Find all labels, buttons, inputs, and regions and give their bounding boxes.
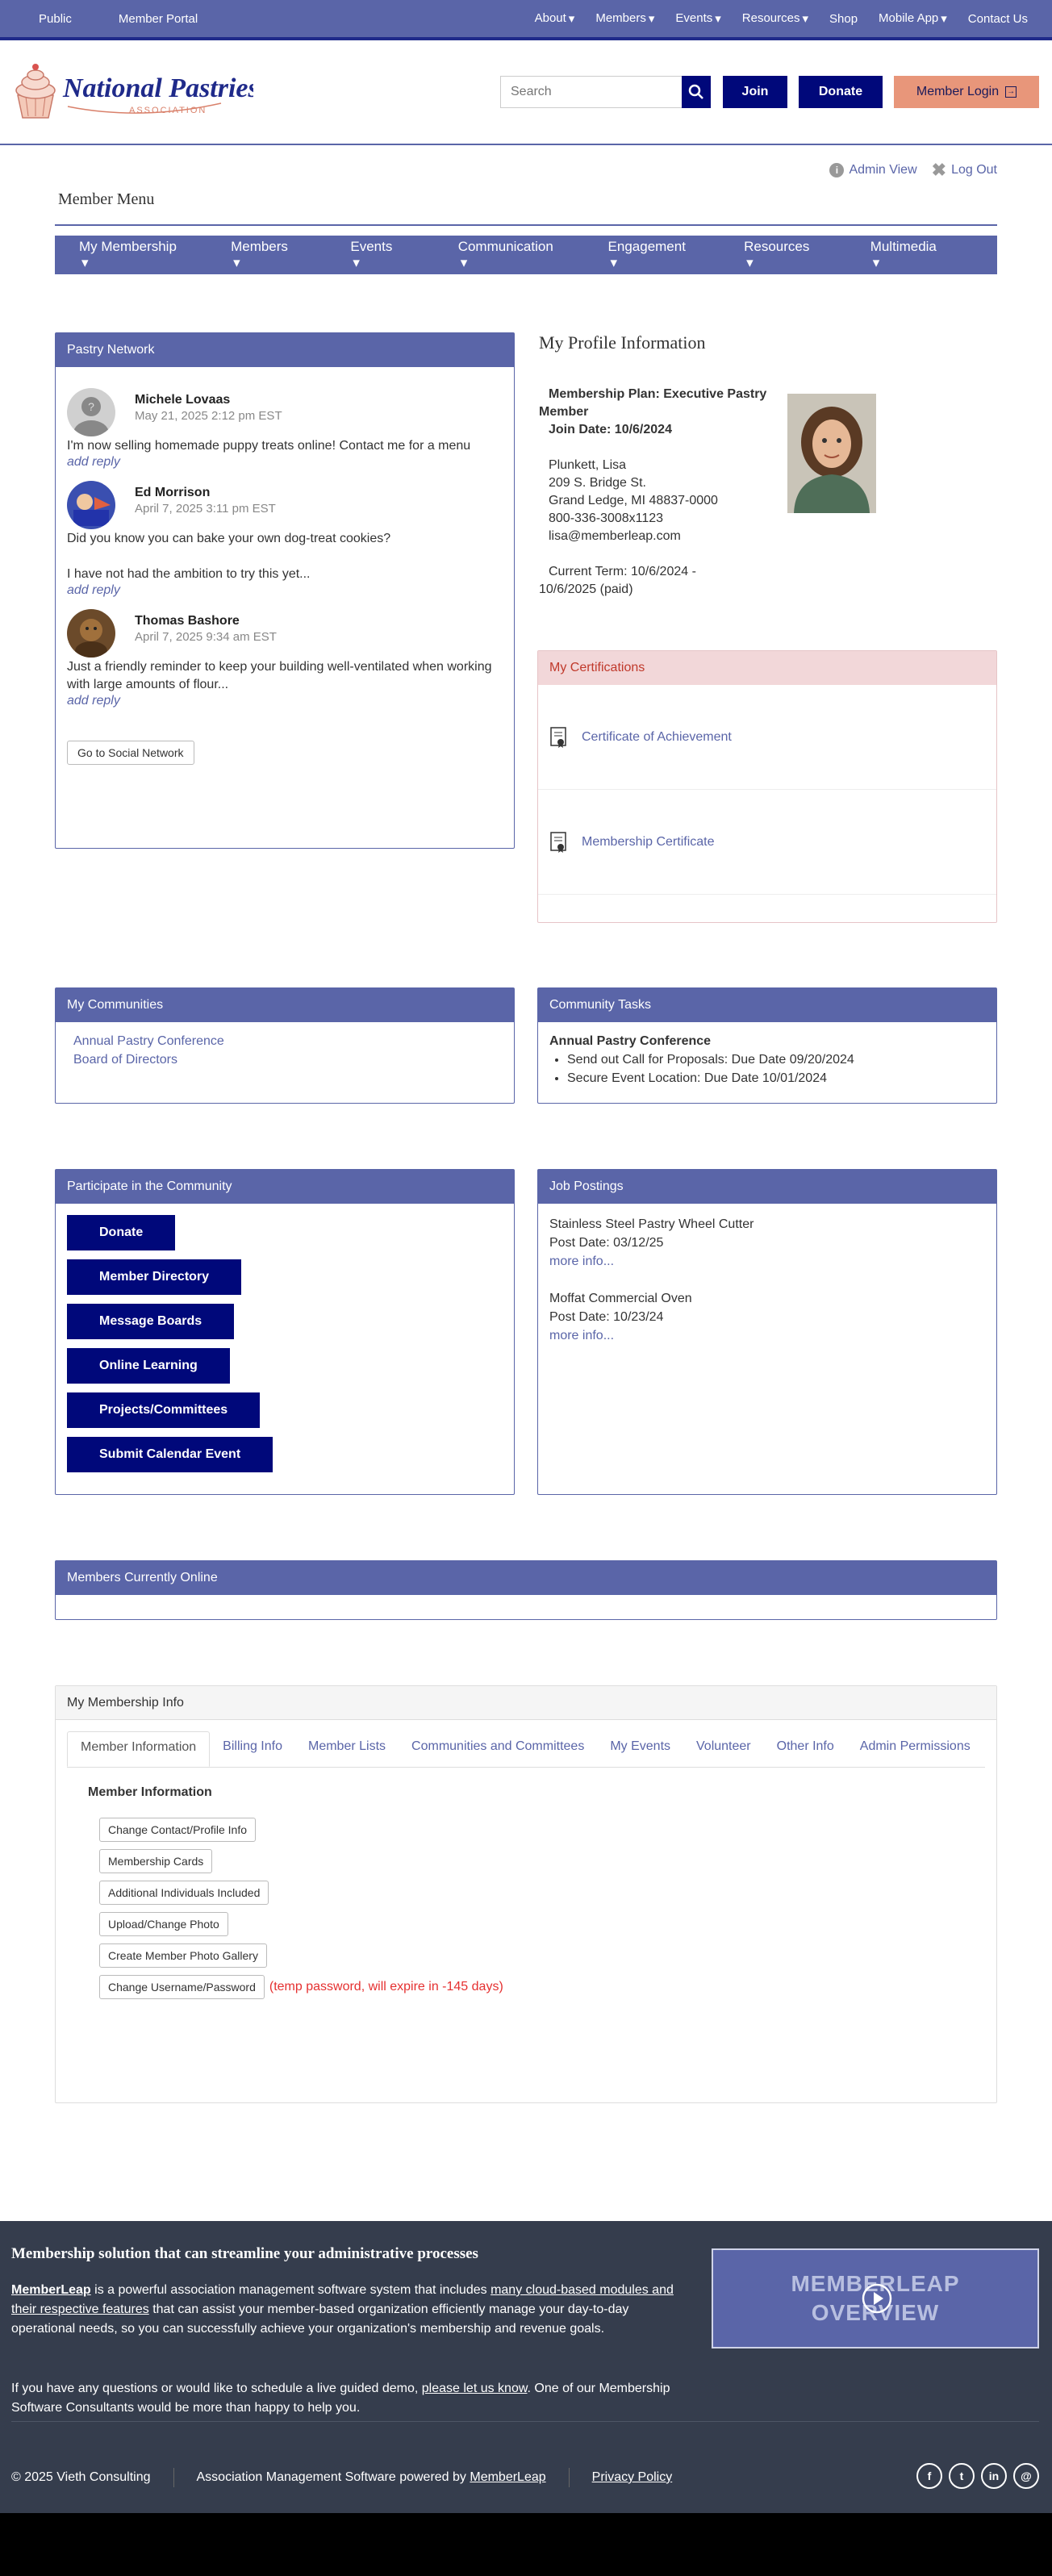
footer-text: is a powerful association management software system that includes	[90, 2283, 491, 2297]
member-menu-communication[interactable]	[458, 239, 582, 272]
community-link[interactable]: Annual Pastry Conference	[73, 1034, 224, 1048]
email-icon[interactable]: @	[1013, 2463, 1039, 2489]
post-author[interactable]: Thomas Bashore	[135, 614, 240, 628]
footer-paragraph-2	[11, 2379, 689, 2418]
top-nav-label: Members	[595, 10, 646, 25]
change-password-button[interactable]: Change Username/Password	[99, 1975, 265, 1999]
chevron-down-icon: ▾	[81, 255, 89, 271]
facebook-icon[interactable]: f	[916, 2463, 942, 2489]
play-icon	[861, 2282, 893, 2315]
tab-member-information[interactable]: Member Information	[67, 1731, 210, 1767]
top-nav-shop[interactable]: Shop	[829, 11, 858, 26]
membership-plan: Membership Plan: Executive Pastry Member	[539, 387, 767, 419]
job-date: Post Date: 10/23/24	[549, 1310, 664, 1324]
profile-name: Plunkett, Lisa	[549, 458, 627, 472]
info-icon: i	[829, 163, 844, 177]
post-text-continued: I have not had the ambition to try this yet...	[67, 567, 311, 581]
post-date: April 7, 2025 9:34 am EST	[135, 630, 277, 644]
profile-info	[539, 386, 781, 599]
tab-communities-committees[interactable]: Communities and Committees	[411, 1739, 585, 1753]
footer-heading: Membership solution that can streamline your administrative processes	[11, 2245, 478, 2262]
profile-address-line2: Grand Ledge, MI 48837-0000	[549, 494, 718, 507]
join-date: Join Date: 10/6/2024	[549, 423, 672, 436]
task-group-title: Annual Pastry Conference	[549, 1034, 712, 1048]
panel-title: My Membership Info	[56, 1686, 996, 1720]
job-title: Stainless Steel Pastry Wheel Cutter	[549, 1217, 754, 1231]
add-reply-link[interactable]: add reply	[67, 694, 120, 708]
tab-volunteer[interactable]: Volunteer	[696, 1739, 751, 1753]
search-input[interactable]	[500, 76, 683, 108]
certificate-icon	[549, 726, 569, 749]
job-posting	[549, 1215, 985, 1271]
avatar	[67, 481, 115, 529]
profile-address-line1: 209 S. Bridge St.	[549, 476, 646, 490]
chevron-down-icon: ▾	[233, 255, 240, 271]
contact-link[interactable]: please let us know	[421, 2382, 528, 2395]
chevron-down-icon: ▾	[715, 12, 721, 27]
tab-member-lists[interactable]: Member Lists	[308, 1739, 386, 1753]
close-icon: ✖	[931, 160, 947, 180]
chevron-down-icon: ▾	[648, 12, 655, 27]
memberleap-footer-link[interactable]: MemberLeap	[470, 2470, 546, 2484]
submit-calendar-event-button[interactable]: Submit Calendar Event	[67, 1437, 273, 1472]
admin-view-link[interactable]	[829, 163, 916, 177]
member-menu-events[interactable]	[350, 239, 432, 272]
chevron-down-icon: ▾	[610, 255, 618, 271]
job-date: Post Date: 03/12/25	[549, 1236, 664, 1250]
profile-photo	[787, 394, 876, 513]
divider	[11, 2421, 1039, 2422]
powered-by	[197, 2470, 546, 2485]
top-nav-label: About	[534, 10, 566, 25]
tab-other-info[interactable]: Other Info	[776, 1739, 834, 1753]
member-menu-label: Multimedia	[870, 238, 937, 254]
community-tasks-panel	[537, 987, 997, 1104]
post-text: Did you know you can bake your own dog-treat cookies?	[67, 532, 391, 545]
member-login-label: Member Login	[916, 85, 1000, 98]
certifications-panel	[537, 650, 997, 923]
avatar	[67, 609, 115, 658]
video-title-line: MEMBERLEAP	[791, 2271, 960, 2296]
membership-cards-button[interactable]: Membership Cards	[99, 1849, 212, 1873]
post-text: Just a friendly reminder to keep your building well-ventilated when working with large amounts of flour...	[67, 660, 492, 691]
task-item: • Secure Event Location: Due Date 10/01/2024	[567, 1069, 985, 1088]
pastry-network-panel	[55, 332, 515, 849]
footer-text: . One of our Membership Software Consultants would be more than happy to help you.	[11, 2382, 670, 2415]
my-communities-panel	[55, 987, 515, 1104]
tab-billing-info[interactable]: Billing Info	[223, 1739, 282, 1753]
panel-title: Members Currently Online	[56, 1561, 996, 1595]
cupcake-logo-icon	[11, 60, 253, 124]
post-author[interactable]: Ed Morrison	[135, 486, 211, 499]
twitter-icon[interactable]: t	[949, 2463, 975, 2489]
search-icon	[688, 84, 704, 100]
social-links	[916, 2463, 1039, 2489]
member-menu-label: Members	[231, 238, 288, 254]
top-nav-events[interactable]	[675, 11, 720, 26]
social-post	[67, 481, 503, 598]
footer-paragraph-1	[11, 2281, 689, 2339]
profile-email: lisa@memberleap.com	[549, 529, 681, 543]
panel-title: My Communities	[56, 988, 514, 1022]
top-nav-about[interactable]	[535, 11, 575, 26]
job-title: Moffat Commercial Oven	[549, 1292, 692, 1305]
top-nav-label: Resources	[741, 10, 800, 25]
log-out-label: Log Out	[951, 163, 997, 177]
membership-info-panel	[55, 1685, 997, 2103]
donate-button[interactable]: Donate	[799, 76, 883, 108]
logo-title: National Pastries	[63, 73, 253, 103]
certificate-label: Certificate of Achievement	[582, 729, 732, 744]
more-info-link[interactable]: more info...	[549, 1255, 615, 1268]
linkedin-icon[interactable]: in	[981, 2463, 1007, 2489]
job-posting	[549, 1289, 985, 1345]
panel-title: My Certifications	[538, 651, 996, 685]
join-button[interactable]: Join	[723, 76, 787, 108]
top-nav-bar	[0, 0, 1052, 40]
social-post	[67, 388, 503, 470]
tab-my-events[interactable]: My Events	[610, 1739, 671, 1753]
video-thumbnail[interactable]	[712, 2248, 1039, 2348]
member-menu-engagement[interactable]	[608, 239, 719, 272]
member-menu-label: Communication	[457, 238, 553, 254]
video-title-line: OVERVIEW	[811, 2300, 940, 2325]
create-photo-gallery-button[interactable]: Create Member Photo Gallery	[99, 1943, 267, 1968]
avatar	[67, 388, 115, 436]
upload-photo-button[interactable]: Upload/Change Photo	[99, 1912, 228, 1936]
post-date: April 7, 2025 3:11 pm EST	[135, 502, 276, 516]
donate-community-button[interactable]: Donate	[67, 1215, 175, 1250]
post-author[interactable]: Michele Lovaas	[135, 393, 231, 407]
divider	[55, 224, 997, 226]
site-header	[0, 40, 1052, 145]
member-login-button[interactable]	[894, 76, 1039, 108]
member-menu-label: Events	[350, 238, 393, 254]
post-date: May 21, 2025 2:12 pm EST	[135, 409, 282, 423]
membership-tabs	[67, 1731, 985, 1768]
member-menu-multimedia[interactable]	[870, 239, 971, 272]
additional-individuals-button[interactable]: Additional Individuals Included	[99, 1881, 269, 1905]
site-footer	[0, 2221, 1052, 2513]
certificate-item[interactable]	[538, 790, 996, 895]
chevron-down-icon: ▾	[568, 12, 575, 27]
member-directory-button[interactable]: Member Directory	[67, 1259, 241, 1295]
current-term: Current Term: 10/6/2024 - 10/6/2025 (paid)	[539, 565, 696, 596]
add-reply-link[interactable]: add reply	[67, 583, 120, 597]
top-nav-contact[interactable]: Contact Us	[967, 11, 1028, 26]
job-postings-panel	[537, 1169, 997, 1495]
log-out-link[interactable]	[931, 160, 997, 180]
task-item: • Send out Call for Proposals: Due Date 09/20/2024	[567, 1050, 985, 1069]
panel-title: Pastry Network	[56, 333, 514, 367]
panel-title: Participate in the Community	[56, 1170, 514, 1204]
online-learning-button[interactable]: Online Learning	[67, 1348, 230, 1384]
projects-committees-button[interactable]: Projects/Committees	[67, 1392, 260, 1428]
top-nav-members[interactable]	[595, 11, 654, 26]
svg-text:?: ?	[88, 400, 94, 413]
chevron-down-icon: ▾	[746, 255, 754, 271]
divider	[569, 2468, 570, 2487]
top-nav-mobile-app[interactable]	[879, 11, 947, 26]
member-menu-label: Resources	[744, 238, 810, 254]
site-logo[interactable]	[11, 60, 253, 124]
social-post	[67, 609, 503, 708]
member-menu-resources[interactable]	[744, 239, 845, 272]
member-menu-members[interactable]	[231, 239, 324, 272]
login-icon: →	[1007, 87, 1016, 96]
section-title: Member Information	[88, 1785, 212, 1799]
profile-phone: 800-336-3008x1123	[549, 511, 664, 525]
participate-panel	[55, 1169, 515, 1495]
panel-title: Community Tasks	[538, 988, 996, 1022]
member-menu-label: My Membership	[79, 238, 177, 254]
privacy-policy-link[interactable]: Privacy Policy	[591, 2470, 673, 2484]
member-menu-label: Engagement	[607, 238, 686, 254]
chevron-down-icon: ▾	[802, 12, 808, 27]
add-reply-link[interactable]: add reply	[67, 455, 120, 469]
powered-by-text: Association Management Software powered by	[196, 2470, 470, 2484]
community-link[interactable]: Board of Directors	[73, 1053, 177, 1067]
top-link-public[interactable]: Public	[39, 11, 72, 26]
post-text: I'm now selling homemade puppy treats online! Contact me for a menu	[67, 439, 471, 453]
password-warning: (temp password, will expire in -145 days)	[269, 1980, 503, 1994]
more-info-link[interactable]: more info...	[549, 1329, 615, 1342]
go-to-social-network-button[interactable]: Go to Social Network	[67, 741, 194, 765]
certificate-icon	[549, 831, 569, 854]
modules-link[interactable]: many cloud-based modules and their respective features	[11, 2283, 674, 2316]
memberleap-link[interactable]: MemberLeap	[11, 2283, 91, 2297]
certificate-label: Membership Certificate	[582, 834, 715, 849]
member-menu-nav	[55, 236, 997, 274]
admin-view-label: Admin View	[849, 163, 917, 177]
footer-black-band	[0, 2513, 1052, 2576]
member-information-section	[56, 1768, 996, 2017]
member-menu-my-membership[interactable]	[79, 239, 205, 272]
top-nav-label: Mobile App	[879, 10, 939, 25]
chevron-down-icon: ▾	[872, 255, 880, 271]
chevron-down-icon: ▾	[460, 255, 468, 271]
certificate-item[interactable]	[538, 685, 996, 790]
profile-title: My Profile Information	[539, 332, 706, 353]
members-online-panel	[55, 1560, 997, 1620]
chevron-down-icon: ▾	[941, 12, 947, 27]
chevron-down-icon: ▾	[353, 255, 360, 271]
admin-links	[829, 160, 997, 180]
top-nav-label: Events	[675, 10, 713, 25]
search-button[interactable]	[682, 76, 711, 108]
divider	[173, 2468, 174, 2487]
footer-text: that can assist your member-based organization efficiently manage your day-to-day operational needs, so you can successfully achieve your organization's membership and revenue goals.	[11, 2303, 629, 2336]
logo-subtitle: ASSOCIATION	[129, 106, 207, 115]
member-menu-title: Member Menu	[58, 190, 155, 208]
panel-title: Job Postings	[538, 1170, 996, 1204]
top-link-member-portal[interactable]: Member Portal	[118, 11, 198, 26]
message-boards-button[interactable]: Message Boards	[67, 1304, 234, 1339]
footer-bottom-links	[11, 2468, 672, 2487]
copyright: © 2025 Vieth Consulting	[11, 2470, 151, 2484]
footer-text: If you have any questions or would like to schedule a live guided demo,	[11, 2382, 422, 2395]
tab-admin-permissions[interactable]: Admin Permissions	[859, 1739, 971, 1753]
top-nav-resources[interactable]	[742, 11, 808, 26]
change-contact-button[interactable]: Change Contact/Profile Info	[99, 1818, 256, 1842]
